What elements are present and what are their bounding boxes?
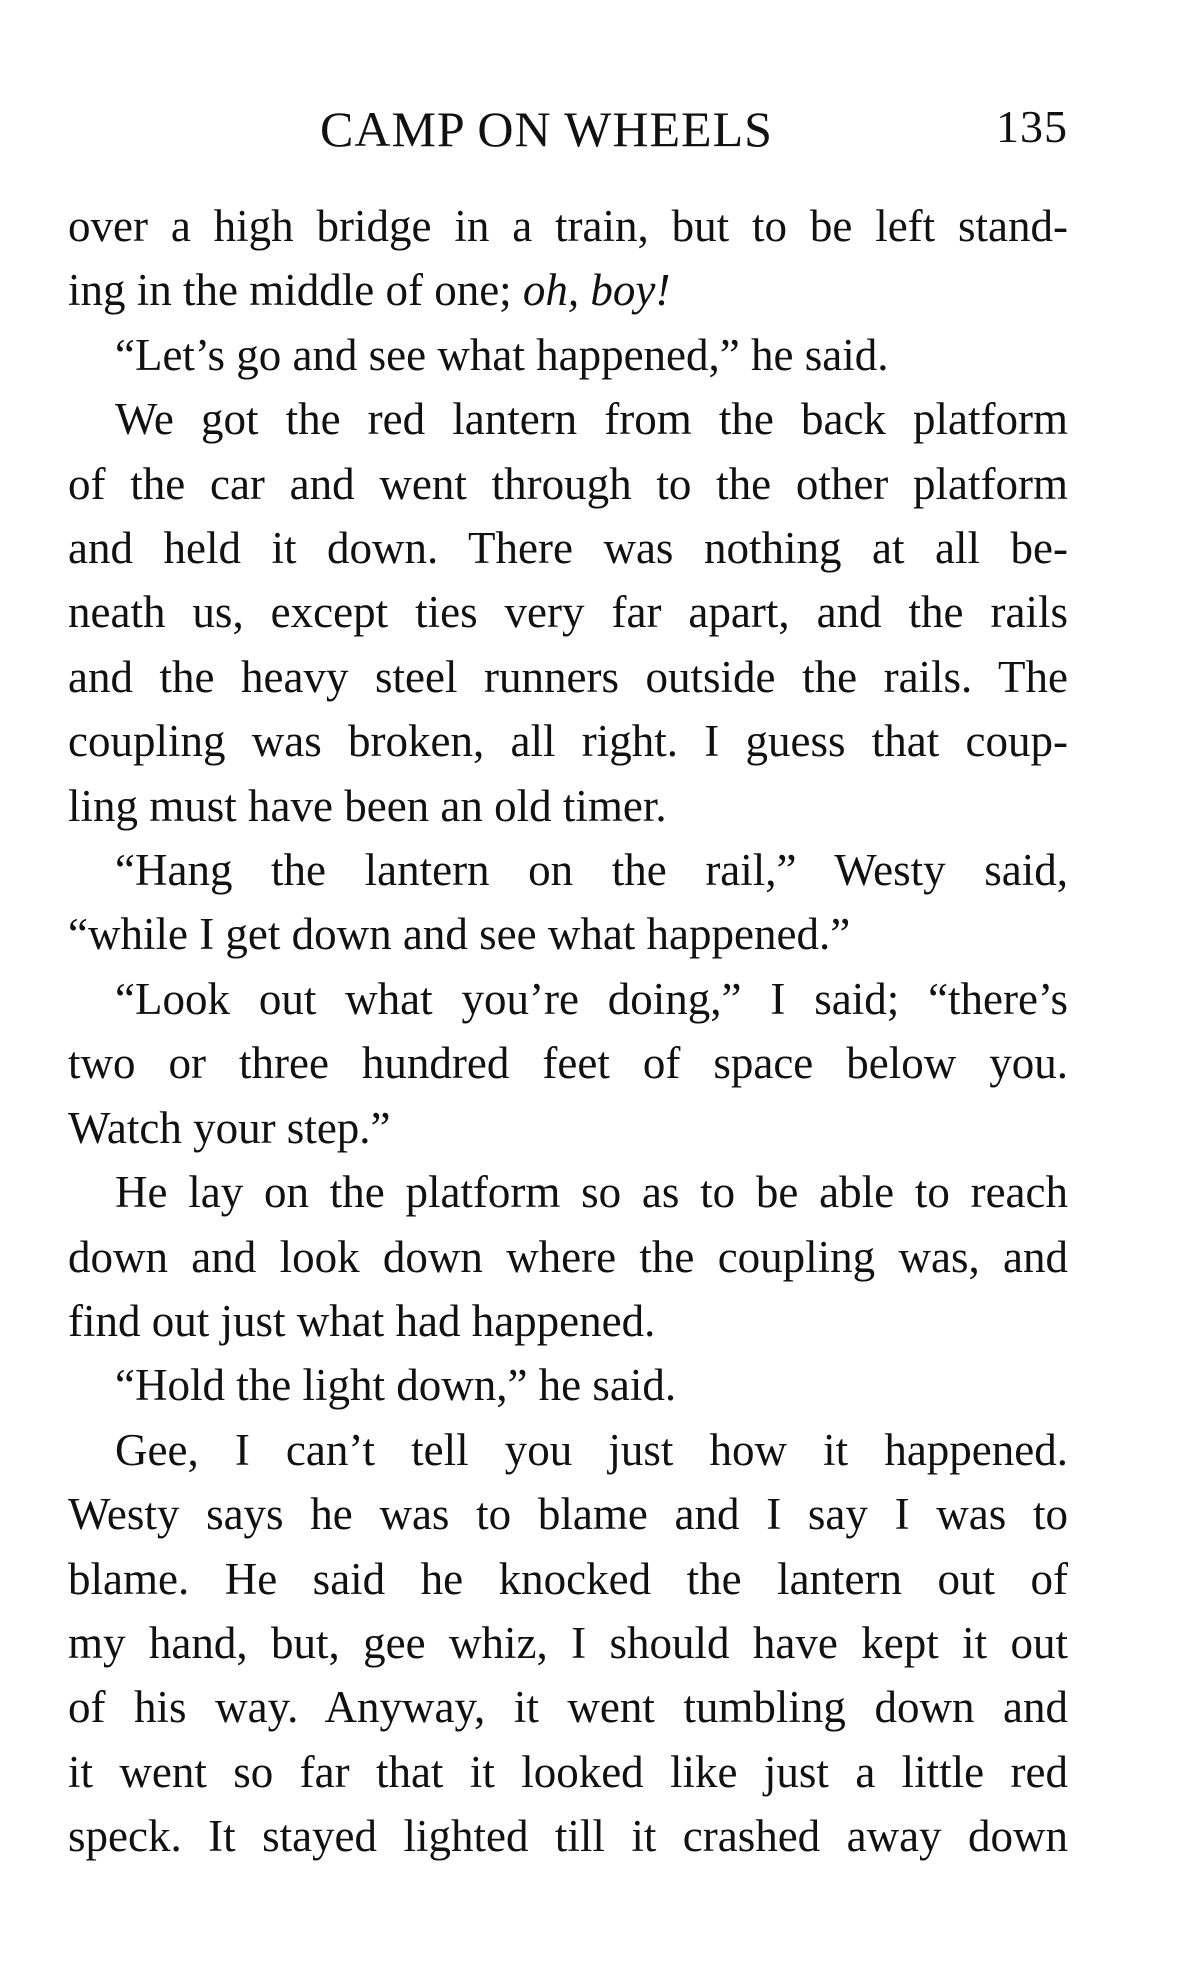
text-line: it went so far that it looked like just a little red: [68, 1746, 1068, 1797]
text-line-part: ing in the middle of one;: [68, 265, 512, 316]
text-line: two or three hundred feet of space below you.: [68, 1038, 1068, 1089]
text-line: ling must have been an old timer.: [68, 780, 667, 831]
text-line: over a high bridge in a train, but to be left stand-: [68, 201, 1068, 251]
text-line: speck. It stayed lighted till it crashed away down: [68, 1811, 1068, 1862]
text-line: find out just what had happened.: [68, 1295, 656, 1346]
page-number: 135: [996, 101, 1068, 152]
text-line: neath us, except ties very far apart, and the rails: [68, 587, 1068, 638]
running-head: [68, 100, 1068, 170]
text-line: of the car and went through to the other platform: [68, 458, 1068, 509]
running-title: CAMP ON WHEELS: [320, 101, 773, 157]
text-line: “Hang the lantern on the rail,” Westy said,: [115, 845, 1068, 896]
text-line: “Let’s go and see what happened,” he said.: [115, 329, 889, 380]
text-line: my hand, but, gee whiz, I should have kept it out: [68, 1617, 1068, 1668]
text-line: Gee, I can’t tell you just how it happened.: [115, 1424, 1068, 1475]
body-text: [68, 194, 1068, 1869]
text-line: Watch your step.”: [68, 1102, 391, 1153]
text-line: We got the red lantern from the back platform: [115, 394, 1068, 445]
text-line: [68, 258, 1068, 322]
text-line: He lay on the platform so as to be able to reach: [115, 1167, 1068, 1218]
text-line: and the heavy steel runners outside the rails. The: [68, 651, 1068, 702]
text-line: blame. He said he knocked the lantern out of: [68, 1553, 1068, 1604]
text-line: “Hold the light down,” he said.: [115, 1360, 677, 1411]
text-line: “while I get down and see what happened.”: [68, 909, 851, 960]
italic-phrase: oh, boy!: [522, 265, 671, 316]
text-line: Westy says he was to blame and I say I was to: [68, 1489, 1068, 1540]
text-line: of his way. Anyway, it went tumbling down and: [68, 1682, 1068, 1733]
text-line: coupling was broken, all right. I guess that coup-: [68, 716, 1068, 767]
text-line: down and look down where the coupling was, and: [68, 1231, 1068, 1282]
text-line: and held it down. There was nothing at all be-: [68, 523, 1068, 574]
text-line: “Look out what you’re doing,” I said; “there’s: [115, 973, 1068, 1024]
